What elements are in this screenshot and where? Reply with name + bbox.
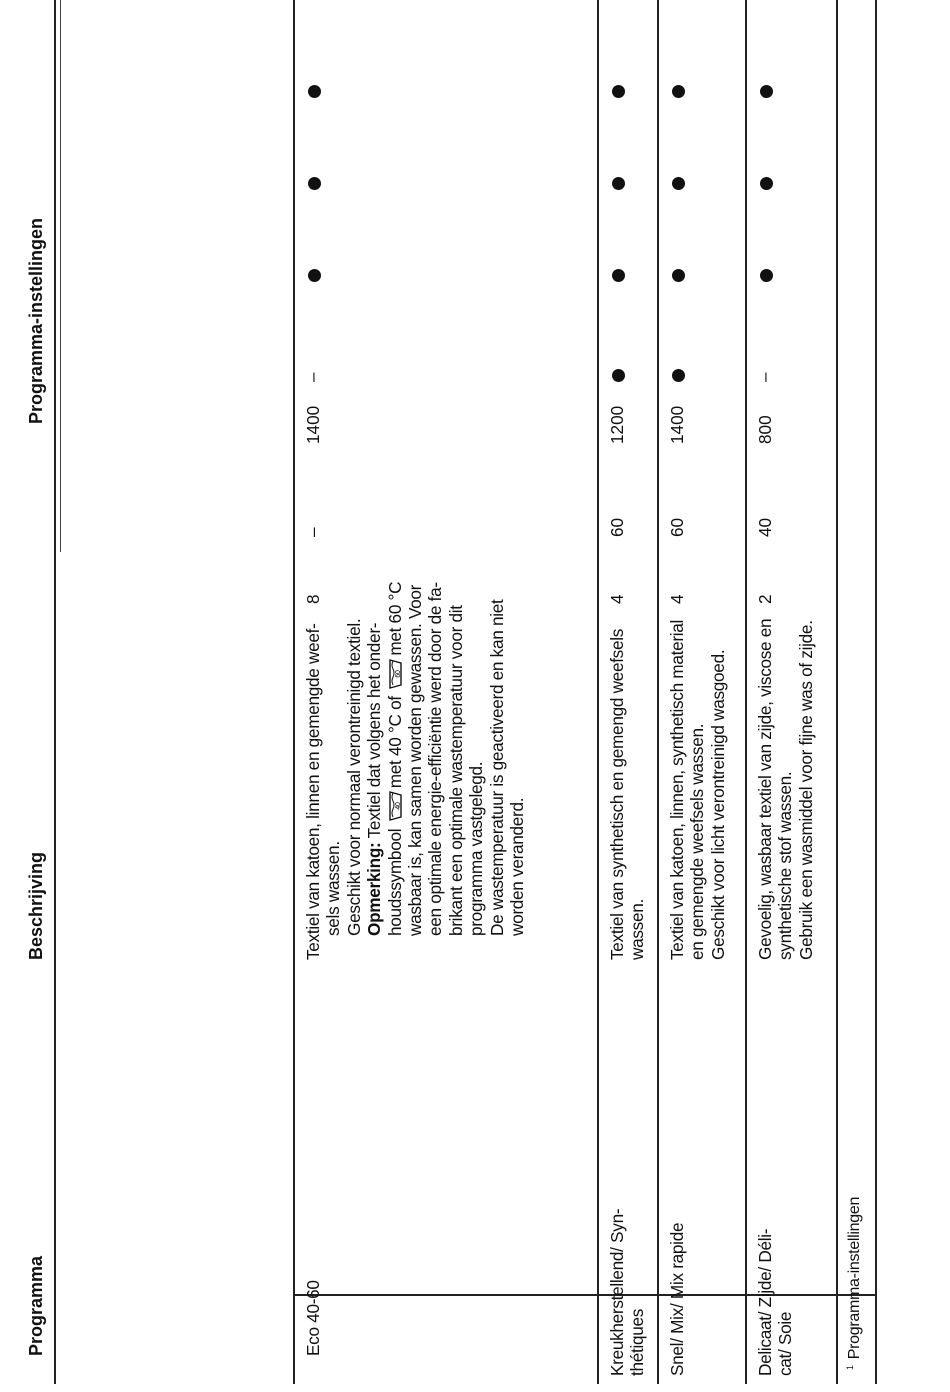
setting-2-bullet — [612, 269, 625, 282]
footnote: $^1$Programma-instellingen — [845, 1196, 863, 1370]
setting-2-bullet — [672, 269, 685, 282]
setting-2-bullet — [760, 269, 773, 282]
wash-40-care-icon — [389, 791, 402, 821]
setting-4-bullet — [612, 85, 625, 98]
setting-4-bullet — [760, 85, 773, 98]
program-description: Textiel van katoen, linnen en gemengde weef- sels wassen. Geschikt voor normaal verontreinigd textiel. Opmerking: Textiel dat volgens het onder- houdssymbool 40 met 40 °C of 60 met 60 °C wasbaar is, kan samen worden gewassen. Voor een optimale energie-efficiëntie werd door de fa- brikant een optimale wastemperatuur voor dit programma vastgelegd. De wastemperatuur is geactiveerd en kan niet worden veranderd. — [303, 581, 528, 960]
temp-value: 40 — [755, 517, 775, 537]
spin-value: 1200 — [607, 405, 627, 444]
spin-value: 800 — [755, 415, 775, 444]
header-instellingen: Programma-instellingen — [26, 217, 46, 424]
setting-1-bullet — [672, 369, 685, 382]
header-programma: Programma — [26, 1255, 46, 1356]
program-description: Gevoelig, wasbaar textiel van zijde, viscose en synthetische stof wassen. Gebruik een wasmiddel voor fijne was of zijde. — [755, 618, 816, 960]
program-name: Snel/ Mix/ Mix rapide — [667, 1222, 687, 1376]
setting-4-bullet — [308, 85, 321, 98]
wash-60-care-icon — [389, 659, 402, 689]
spin-value: 1400 — [303, 405, 323, 444]
setting-3-bullet — [308, 177, 321, 190]
setting-3-bullet — [760, 177, 773, 190]
row-line-a — [293, 0, 295, 1384]
row-line-c — [657, 0, 659, 1384]
svg-text:40: 40 — [394, 802, 402, 810]
setting-1-value: – — [755, 372, 774, 382]
setting-3-bullet — [672, 177, 685, 190]
note-label: Opmerking: — [364, 842, 385, 936]
setting-1-value: – — [303, 372, 322, 382]
program-description: Textiel van katoen, linnen, synthetisch material en gemengde weefsels wassen. Geschikt voor licht verontreinigd wasgoed. — [667, 619, 728, 960]
temp-value: 60 — [667, 517, 687, 537]
load-value: 2 — [755, 594, 775, 604]
setting-3-bullet — [612, 177, 625, 190]
setting-2-bullet — [308, 269, 321, 282]
program-name: Kreukherstellend/ Syn- thétiques — [607, 1208, 648, 1376]
program-name: Delicaat/ Zijde/ Déli- cat/ Soie — [755, 1228, 796, 1376]
temp-value: 60 — [607, 517, 627, 537]
load-value: 8 — [303, 594, 323, 604]
setting-4-bullet — [672, 85, 685, 98]
spin-value: 1400 — [667, 405, 687, 444]
row-line-d — [745, 0, 747, 1384]
rule-bottom — [875, 0, 877, 1384]
header-beschrijving: Beschrijving — [26, 851, 46, 960]
load-value: 4 — [667, 594, 687, 604]
row-line-b — [597, 0, 599, 1384]
setting-1-bullet — [612, 369, 625, 382]
load-value: 4 — [607, 594, 627, 604]
row-line-e — [836, 0, 838, 1384]
rule-subheader — [60, 0, 61, 552]
rule-top — [54, 0, 56, 1384]
program-description: Textiel van synthetisch en gemengd weefsels wassen. — [607, 628, 648, 960]
program-name: Eco 40-60 — [303, 1280, 323, 1356]
svg-text:60: 60 — [394, 670, 402, 678]
temp-value: – — [303, 527, 323, 537]
